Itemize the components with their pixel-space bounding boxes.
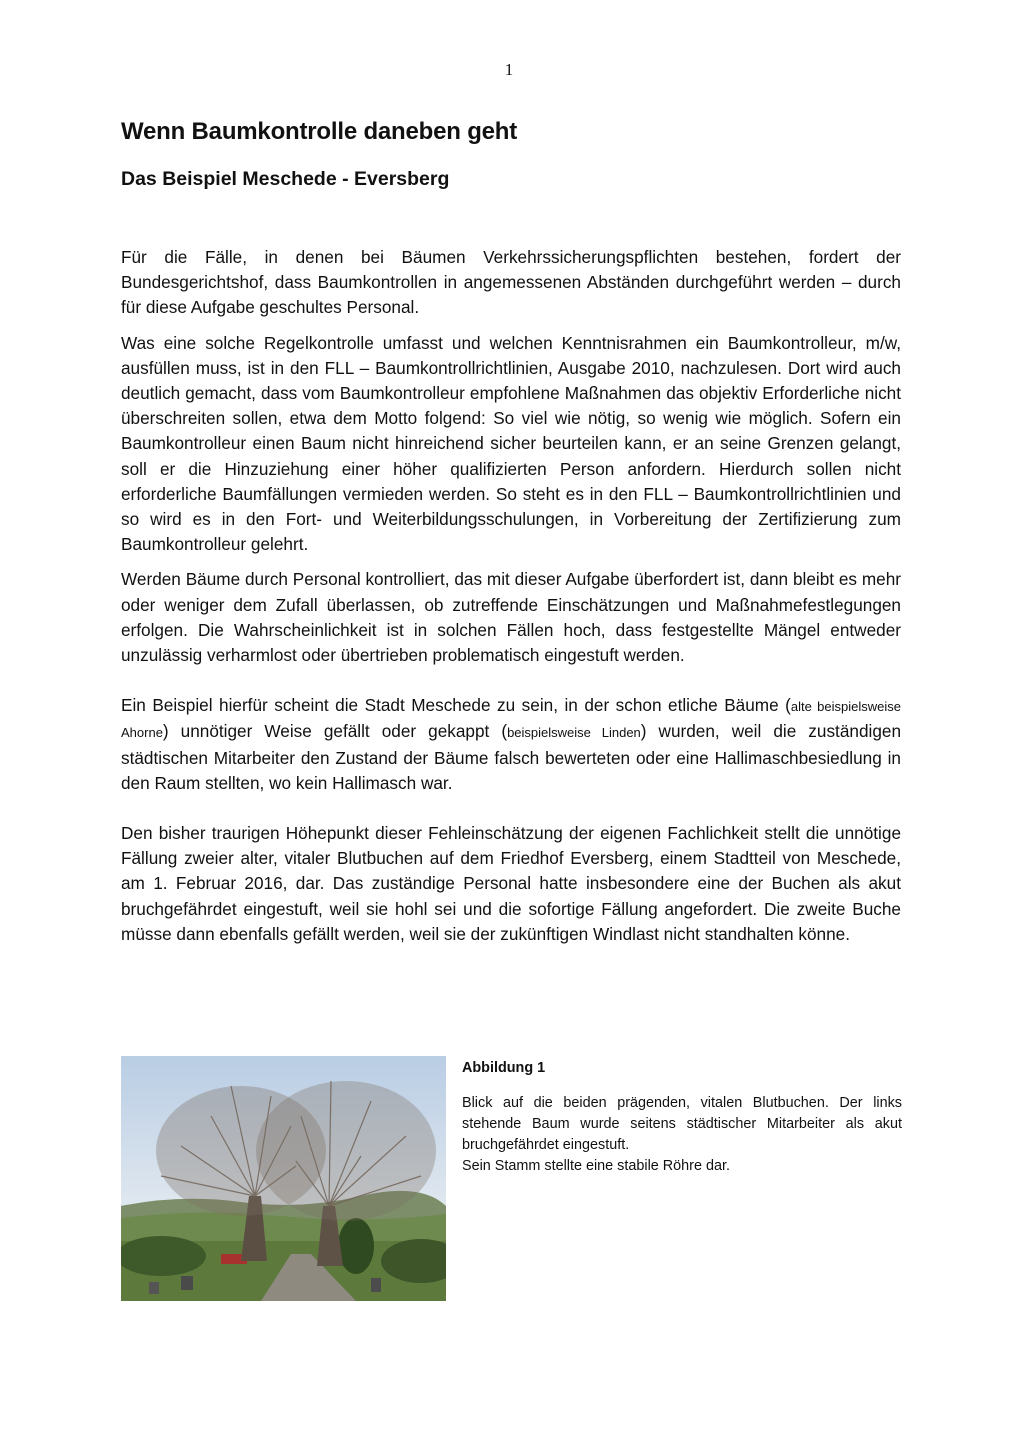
paragraph-5: Den bisher traurigen Höhepunkt dieser Fehleinschätzung der eigenen Fachlichkeit stellt die unnötige Fällung zweier alter, vitaler Blutbuchen auf dem Friedhof Eversberg, einem Stadtteil von Meschede, am 1. Februar 2016, dar. Das zuständige Personal hatte insbesondere eine der Buchen als akut bruchgefährdet eingestuft, weil sie hohl sei und die sofortige Fällung angefordert. Die zweite Buche müsse dann ebenfalls gefällt werden, weil sie der zukünftigen Windlast nicht standhalten könne. [121, 823, 901, 944]
paragraph-3: Werden Bäume durch Personal kontrolliert, das mit dieser Aufgabe überfordert ist, dann bleibt es mehr oder weniger dem Zufall überlassen, ob zutreffende Einschätzungen und Maßnahmefestlegungen erfolgen. Die Wahrscheinlichkeit ist in solchen Fällen hoch, dass festgestellte Mängel entweder unzulässig verharmlost oder übertrieben problematisch eingestuft werden. [121, 569, 901, 666]
paragraph-4 [121, 693, 901, 796]
article-text [121, 245, 901, 947]
paragraph-1: Für die Fälle, in denen bei Bäumen Verkehrssicherungspflichten bestehen, fordert der Bundesgerichtshof, dass Baumkontrollen in angemessenen Abständen durchgeführt werden – durch für diese Aufgabe geschultes Personal. [121, 247, 901, 318]
paragraph-4-text-a: Ein Beispiel hierfür scheint die Stadt Meschede zu sein, in der schon etliche Bäume ( [121, 695, 791, 716]
document-body [121, 118, 901, 957]
paragraph-4-text-c: ) wurden, weil die zuständigen städtischen Mitarbeiter den Zustand der Bäume falsch bewerteten oder eine Hallimaschbesiedlung in den Raum stellten, wo kein Hallimasch war. [121, 721, 902, 793]
figure-caption-text: Blick auf die beiden prägenden, vitalen Blutbuchen. Der links stehende Baum wurde seitens städtischer Mitarbeiter als akut bruchgefährdet eingestuft. [462, 1095, 902, 1153]
figure-caption-text-2: Sein Stamm stellte eine stabile Röhre dar. [462, 1158, 730, 1174]
paragraph-4-text-b: ) unnötiger Weise gefällt oder gekappt ( [162, 721, 508, 742]
figure-1 [121, 1056, 901, 1302]
page-number: 1 [504, 60, 514, 79]
page-subtitle: Das Beispiel Meschede - Eversberg [121, 168, 450, 190]
figure-title: Abbildung 1 [462, 1060, 546, 1076]
paragraph-2: Was eine solche Regelkontrolle umfasst und welchen Kenntnisrahmen ein Baumkontrolleur, m/w, ausfüllen muss, ist in den FLL – Baumkontrollrichtlinien, Ausgabe 2010, nachzulesen. Dort wird auch deutlich gemacht, dass vom Baumkontrolleur empfohlene Maßnahmen das objektiv Erforderliche nicht überschreiten sollen, etwa dem Motto folgend: So viel wie nötig, so wenig wie möglich. Sofern ein Baumkontrolleur einen Baum nicht hinreichend sicher beurteilen kann, er an seine Grenzen gelangt, soll er die Hinzuziehung einer höher qualifizierten Person anfordern. Hierdurch sollen nicht erforderliche Baumfällungen vermieden werden. So steht es in den FLL – Baumkontrollrichtlinien und so wird es in den Fort- und Weiterbildungsschulungen, in Vorbereitung der Zertifizierung zum Baumkontrolleur gelehrt. [121, 332, 901, 555]
page-title: Wenn Baumkontrolle daneben geht [121, 118, 518, 145]
figure-caption [462, 1058, 902, 1177]
photo-blutbuchen [121, 1056, 446, 1301]
paragraph-4-note-b: beispielsweise Linden [507, 725, 641, 741]
paragraph-4-note-a: alte beispielsweise Ahorne [121, 699, 901, 741]
